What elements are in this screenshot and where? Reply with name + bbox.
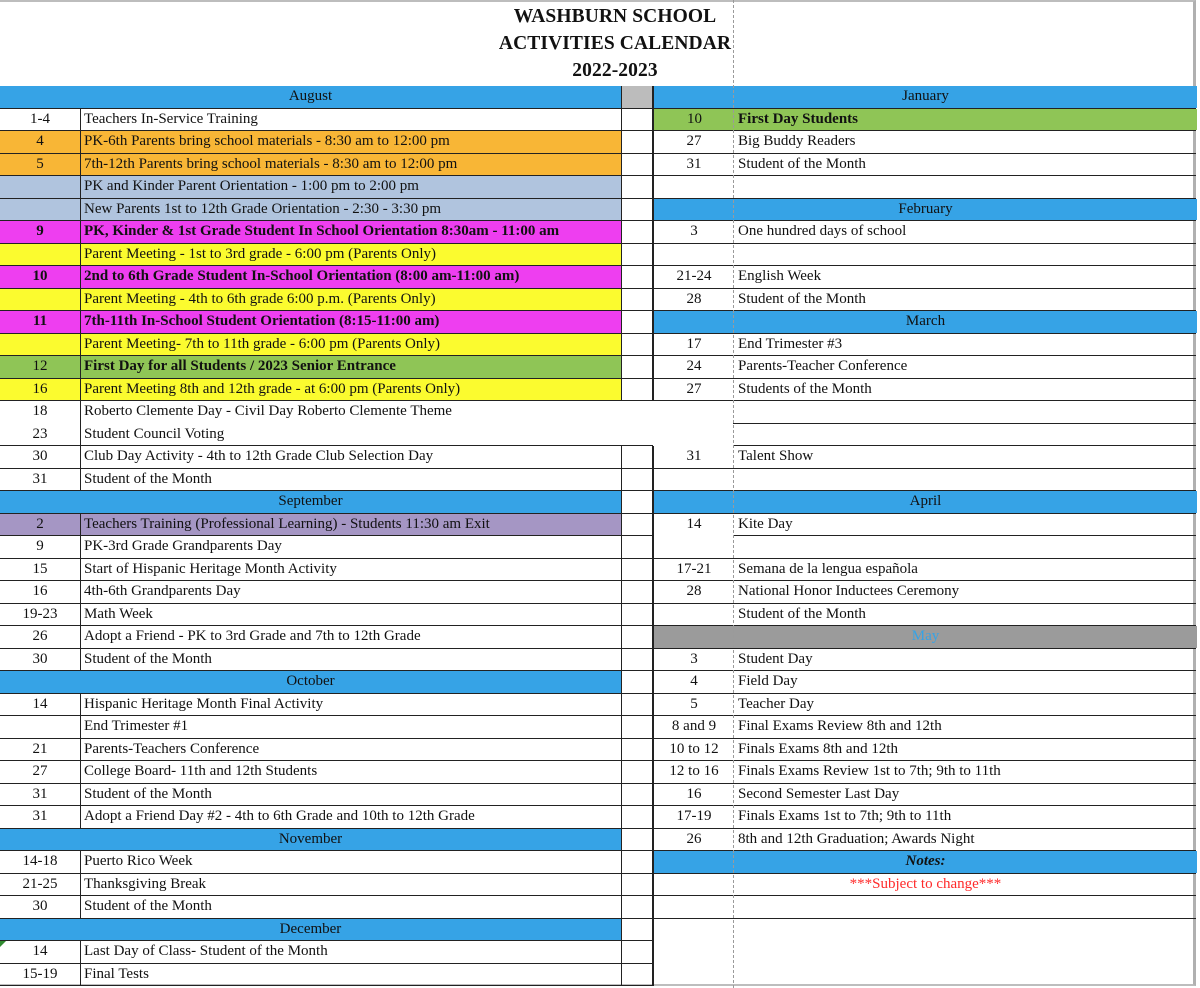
event-description[interactable]: Talent Show: [738, 448, 814, 464]
event-description[interactable]: [735, 536, 1197, 558]
event-description[interactable]: Parents-Teacher Conference: [738, 358, 908, 374]
event-date[interactable]: 4: [690, 673, 698, 689]
event-row: [0, 131, 653, 154]
note-row: [653, 874, 1196, 897]
event-description[interactable]: Parents-Teachers Conference: [81, 739, 622, 761]
spacer-cell: [622, 739, 653, 761]
event-row: [0, 964, 653, 987]
event-date[interactable]: 3: [690, 650, 698, 667]
event-date[interactable]: 28: [686, 583, 702, 599]
spacer-cell: [622, 469, 653, 491]
event-row: [653, 559, 1196, 582]
event-description[interactable]: [735, 244, 1197, 266]
spacer-cell: [622, 716, 653, 738]
spacer-cell: [622, 176, 653, 198]
event-date[interactable]: 14: [0, 694, 81, 716]
notes-header: Notes:: [654, 851, 1197, 873]
event-description[interactable]: Final Exams Review 8th and 12th: [738, 718, 942, 734]
event-row: [653, 536, 1196, 559]
event-description[interactable]: Parent Meeting 8th and 12th grade - at 6:00 pm (Parents Only): [81, 379, 622, 401]
event-description[interactable]: Club Day Activity - 4th to 12th Grade Club Selection Day: [81, 446, 622, 468]
event-description[interactable]: 8th and 12th Graduation; Awards Night: [738, 830, 975, 847]
event-description[interactable]: Student of the Month: [738, 155, 866, 172]
month-header: January: [654, 86, 1197, 108]
event-description[interactable]: New Parents 1st to 12th Grade Orientation - 2:30 - 3:30 pm: [81, 199, 622, 221]
spacer-cell: [622, 334, 653, 356]
event-date[interactable]: 9: [0, 536, 81, 558]
event-date[interactable]: 26: [0, 626, 81, 648]
event-date[interactable]: 2: [0, 514, 81, 536]
event-row: [0, 401, 653, 424]
event-row: [0, 311, 653, 334]
event-description[interactable]: PK and Kinder Parent Orientation - 1:00 pm to 2:00 pm: [81, 176, 622, 198]
spacer-cell: [622, 356, 653, 378]
event-date[interactable]: 30: [0, 446, 81, 468]
event-row: [0, 784, 653, 807]
event-description[interactable]: Roberto Clemente Day - Civil Day Roberto Clemente Theme: [84, 403, 452, 419]
event-date[interactable]: 31: [686, 155, 702, 172]
spacer-cell: [622, 266, 653, 288]
event-row: [0, 806, 653, 829]
event-row: [0, 379, 653, 402]
month-header: August: [0, 86, 622, 108]
event-row: [0, 649, 653, 672]
event-row: [0, 446, 653, 469]
event-description[interactable]: Students of the Month: [738, 380, 872, 397]
event-description[interactable]: [735, 469, 1197, 491]
event-date[interactable]: [654, 176, 734, 198]
event-date[interactable]: 12 to 16: [669, 763, 719, 779]
event-description[interactable]: [814, 401, 1200, 423]
event-row: [0, 626, 653, 649]
event-row: [0, 739, 653, 762]
spacer-cell: [622, 491, 653, 513]
event-date[interactable]: 16: [0, 379, 81, 401]
event-description[interactable]: National Honor Inductees Ceremony: [738, 583, 960, 599]
event-description[interactable]: Student of the Month: [738, 605, 866, 622]
month-header: December: [0, 919, 622, 941]
event-date[interactable]: [733, 401, 813, 423]
month-header-row: [0, 919, 653, 942]
event-description[interactable]: Parent Meeting - 4th to 6th grade 6:00 p.m. (Parents Only): [81, 289, 622, 311]
event-description[interactable]: Student Council Voting: [84, 425, 225, 442]
event-description[interactable]: [735, 176, 1197, 198]
month-header: February: [654, 199, 1197, 221]
spacer-cell: [622, 199, 653, 221]
event-row: [653, 671, 1196, 694]
event-date[interactable]: 21-24: [676, 268, 712, 284]
event-description[interactable]: Parent Meeting- 7th to 11th grade - 6:00 pm (Parents Only): [81, 334, 622, 356]
event-date[interactable]: 21-25: [0, 874, 81, 896]
event-date[interactable]: [0, 176, 81, 198]
spacer-cell: [622, 851, 653, 873]
month-header: March: [654, 311, 1197, 333]
event-date[interactable]: 8 and 9: [671, 718, 717, 734]
blank-row: [653, 919, 1196, 942]
event-description[interactable]: Finals Exams 8th and 12th: [738, 740, 898, 757]
event-date[interactable]: [654, 244, 734, 266]
event-row: [733, 401, 1196, 424]
event-row: [653, 514, 1196, 537]
event-row: [0, 356, 653, 379]
event-description[interactable]: End Trimester #3: [738, 335, 843, 352]
event-row: [653, 131, 1196, 154]
event-date[interactable]: 1-4: [0, 109, 81, 131]
event-row: [653, 604, 1196, 627]
event-description[interactable]: PK, Kinder & 1st Grade Student In School Orientation 8:30am - 11:00 am: [81, 221, 622, 243]
event-date[interactable]: 11: [0, 311, 81, 333]
spacer-cell: [622, 289, 653, 311]
month-header-row: [0, 829, 653, 852]
event-row: [0, 199, 653, 222]
event-date[interactable]: 17: [686, 335, 702, 352]
event-date[interactable]: 16: [686, 785, 702, 802]
event-date[interactable]: 23: [0, 424, 81, 446]
event-description[interactable]: Last Day of Class- Student of the Month: [81, 941, 622, 963]
event-date[interactable]: 21: [0, 739, 81, 761]
event-row: [0, 176, 653, 199]
event-description[interactable]: Student of the Month: [81, 649, 622, 671]
event-row: [0, 604, 653, 627]
event-description[interactable]: Teachers Training (Professional Learning) - Students 11:30 am Exit: [81, 514, 622, 536]
event-row: [653, 356, 1196, 379]
event-row: [733, 424, 1196, 447]
event-row: [0, 716, 653, 739]
event-description[interactable]: Final Tests: [81, 964, 622, 986]
spacer-cell: [622, 559, 653, 581]
event-row: [653, 289, 1196, 312]
event-description[interactable]: First Day Students: [735, 109, 1197, 131]
month-header: April: [654, 491, 1197, 513]
event-description[interactable]: One hundred days of school: [738, 223, 907, 239]
event-row: [0, 761, 653, 784]
event-description[interactable]: Start of Hispanic Heritage Month Activity: [81, 559, 622, 581]
event-description[interactable]: Field Day: [738, 673, 798, 689]
event-row: [0, 334, 653, 357]
event-description[interactable]: Student of the Month: [81, 469, 622, 491]
event-date[interactable]: 15: [0, 559, 81, 581]
event-row: [653, 581, 1196, 604]
event-description[interactable]: Puerto Rico Week: [81, 851, 622, 873]
event-description[interactable]: Adopt a Friend - PK to 3rd Grade and 7th to 12th Grade: [81, 626, 622, 648]
event-date[interactable]: 31: [0, 806, 81, 828]
month-header-row: [653, 311, 1196, 334]
event-row: [653, 109, 1196, 132]
event-date[interactable]: [654, 469, 734, 491]
event-row: [653, 446, 1196, 469]
event-row: [0, 559, 653, 582]
event-description[interactable]: Parent Meeting - 1st to 3rd grade - 6:00 pm (Parents Only): [81, 244, 622, 266]
event-date[interactable]: 26: [686, 830, 702, 847]
event-row: [0, 536, 653, 559]
event-date[interactable]: 14: [686, 515, 702, 532]
event-row: [0, 289, 653, 312]
spacer-cell: [622, 109, 653, 131]
spacer-cell: [622, 829, 653, 851]
event-description[interactable]: Second Semester Last Day: [738, 785, 900, 802]
event-description[interactable]: Teachers In-Service Training: [81, 109, 622, 131]
spacer-cell: [622, 874, 653, 896]
event-date[interactable]: 31: [0, 469, 81, 491]
event-row: [653, 176, 1196, 199]
event-date[interactable]: 10: [654, 109, 735, 131]
spacer-cell: [622, 221, 653, 243]
event-row: [0, 896, 653, 919]
spacer-cell: [622, 514, 653, 536]
event-description[interactable]: Finals Exams 1st to 7th; 9th to 11th: [738, 808, 952, 824]
event-date[interactable]: 31: [0, 784, 81, 806]
event-date[interactable]: 15-19: [0, 964, 81, 986]
event-row: [0, 221, 653, 244]
event-description[interactable]: 4th-6th Grandparents Day: [81, 581, 622, 603]
spacer-cell: [622, 941, 653, 963]
event-description[interactable]: End Trimester #1: [81, 716, 622, 738]
event-row: [653, 266, 1196, 289]
event-description[interactable]: 7th-11th In-School Student Orientation (8:15-11:00 am): [81, 311, 622, 333]
event-row: [653, 694, 1196, 717]
event-row: [653, 896, 1196, 919]
subject-to-change-note: ***Subject to change***: [849, 875, 1002, 892]
spacer-cell: [622, 536, 653, 558]
event-date[interactable]: 30: [0, 649, 81, 671]
event-date[interactable]: 27: [0, 761, 81, 783]
title-calendar: ACTIVITIES CALENDAR: [498, 33, 732, 54]
spacer-cell: [622, 919, 653, 941]
event-description[interactable]: PK-6th Parents bring school materials - 8:30 am to 12:00 pm: [81, 131, 622, 153]
event-date[interactable]: 10 to 12: [669, 740, 719, 757]
spacer-cell: [622, 694, 653, 716]
month-header-row: [0, 86, 653, 109]
event-date[interactable]: 28: [686, 290, 702, 307]
month-header-row: [653, 86, 1196, 109]
event-row: [0, 154, 653, 177]
event-row: [653, 784, 1196, 807]
event-description[interactable]: Student of the Month: [81, 896, 622, 918]
event-row: [0, 469, 653, 492]
event-date[interactable]: 5: [0, 154, 81, 176]
spacer-cell: [622, 86, 653, 108]
event-row: [0, 244, 653, 267]
month-header-row: [653, 199, 1196, 222]
event-date[interactable]: 10: [0, 266, 81, 288]
blank-row: [653, 941, 1196, 964]
event-row: [653, 334, 1196, 357]
event-row: [653, 469, 1196, 492]
event-date[interactable]: 16: [0, 581, 81, 603]
event-description[interactable]: Semana de la lengua española: [738, 560, 918, 577]
event-description[interactable]: 7th-12th Parents bring school materials - 8:30 am to 12:00 pm: [81, 154, 622, 176]
spacer-cell: [622, 784, 653, 806]
spacer-cell: [622, 671, 653, 693]
event-description[interactable]: PK-3rd Grade Grandparents Day: [81, 536, 622, 558]
month-header-row: [0, 491, 653, 514]
spacer-cell: [622, 379, 653, 401]
event-date[interactable]: 24: [686, 358, 702, 374]
event-date[interactable]: 9: [0, 221, 81, 243]
event-description[interactable]: First Day for all Students / 2023 Senior Entrance: [81, 356, 622, 378]
event-row: [653, 829, 1196, 852]
event-description[interactable]: [814, 424, 1200, 446]
event-date[interactable]: [654, 536, 734, 558]
event-row: [0, 581, 653, 604]
event-description[interactable]: Student of the Month: [81, 784, 622, 806]
event-description[interactable]: [735, 896, 1197, 918]
event-date[interactable]: 18: [0, 401, 81, 424]
event-date[interactable]: [0, 716, 81, 738]
event-date[interactable]: [0, 289, 81, 311]
spacer-cell: [622, 761, 653, 783]
spacer-cell: [622, 446, 653, 468]
spacer-cell: [622, 896, 653, 918]
event-date[interactable]: 5: [690, 695, 698, 712]
event-row: [653, 806, 1196, 829]
event-row: [653, 649, 1196, 672]
event-row: [653, 221, 1196, 244]
spacer-cell: [622, 131, 653, 153]
event-date[interactable]: 19-23: [0, 604, 81, 626]
event-date[interactable]: [654, 604, 734, 626]
event-date[interactable]: [654, 896, 734, 918]
event-description[interactable]: College Board- 11th and 12th Students: [81, 761, 622, 783]
spacer-cell: [622, 604, 653, 626]
page-break-line: [733, 0, 734, 988]
event-row: [0, 266, 653, 289]
event-row: [0, 424, 653, 447]
month-header-row: [0, 671, 653, 694]
event-description[interactable]: Adopt a Friend Day #2 - 4th to 6th Grade and 10th to 12th Grade: [81, 806, 622, 828]
event-date[interactable]: 27: [686, 380, 702, 397]
spacer-cell: [622, 311, 653, 333]
month-header: May: [654, 626, 1197, 648]
event-description[interactable]: Student Day: [738, 650, 813, 667]
event-description[interactable]: Finals Exams Review 1st to 7th; 9th to 11th: [738, 763, 1001, 779]
spacer-cell: [622, 649, 653, 671]
event-date[interactable]: [0, 244, 81, 266]
event-row: [653, 379, 1196, 402]
blank-row: [653, 964, 1196, 987]
event-date[interactable]: 12: [0, 356, 81, 378]
spacer-cell: [622, 806, 653, 828]
event-description[interactable]: Student of the Month: [738, 290, 866, 307]
month-header: September: [0, 491, 622, 513]
month-header-row: [653, 626, 1196, 649]
event-date[interactable]: 14-18: [0, 851, 81, 873]
month-header: October: [0, 671, 622, 693]
event-description[interactable]: Teacher Day: [738, 695, 814, 712]
event-date[interactable]: 3: [690, 223, 698, 239]
event-date[interactable]: [0, 334, 81, 356]
event-description[interactable]: Math Week: [81, 604, 622, 626]
month-header: November: [0, 829, 622, 851]
event-date[interactable]: [0, 199, 81, 221]
event-row: [653, 716, 1196, 739]
event-description[interactable]: Thanksgiving Break: [81, 874, 622, 896]
event-row: [0, 514, 653, 537]
event-description[interactable]: 2nd to 6th Grade Student In-School Orientation (8:00 am-11:00 am): [81, 266, 622, 288]
event-date[interactable]: 31: [686, 448, 702, 464]
event-description[interactable]: English Week: [738, 268, 822, 284]
event-date[interactable]: 17-21: [676, 560, 712, 577]
event-date[interactable]: [733, 424, 813, 446]
event-row: [653, 739, 1196, 762]
event-date[interactable]: 4: [0, 131, 81, 153]
event-description[interactable]: Hispanic Heritage Month Final Activity: [81, 694, 622, 716]
event-row: [653, 244, 1196, 267]
spacer-cell: [622, 581, 653, 603]
event-row: [653, 761, 1196, 784]
title-year: 2022-2023: [572, 60, 658, 81]
event-row: [0, 851, 653, 874]
event-row: [0, 941, 653, 964]
event-description[interactable]: Kite Day: [738, 515, 793, 532]
event-date[interactable]: 17-19: [676, 808, 712, 824]
event-row: [0, 694, 653, 717]
event-date[interactable]: 27: [686, 133, 702, 149]
event-row: [0, 109, 653, 132]
month-header-row: [653, 491, 1196, 514]
spacer-cell: [622, 244, 653, 266]
title-school: WASHBURN SCHOOL: [513, 6, 717, 27]
event-description[interactable]: Big Buddy Readers: [738, 133, 856, 149]
event-row: [653, 154, 1196, 177]
event-date[interactable]: 30: [0, 896, 81, 918]
spacer-cell: [622, 626, 653, 648]
cell-comment-marker-icon: [0, 941, 6, 947]
event-row: [0, 874, 653, 897]
spacer-cell: [622, 154, 653, 176]
spacer-cell: [622, 964, 653, 986]
month-header-row: [653, 851, 1196, 874]
event-date[interactable]: 14: [0, 941, 81, 963]
